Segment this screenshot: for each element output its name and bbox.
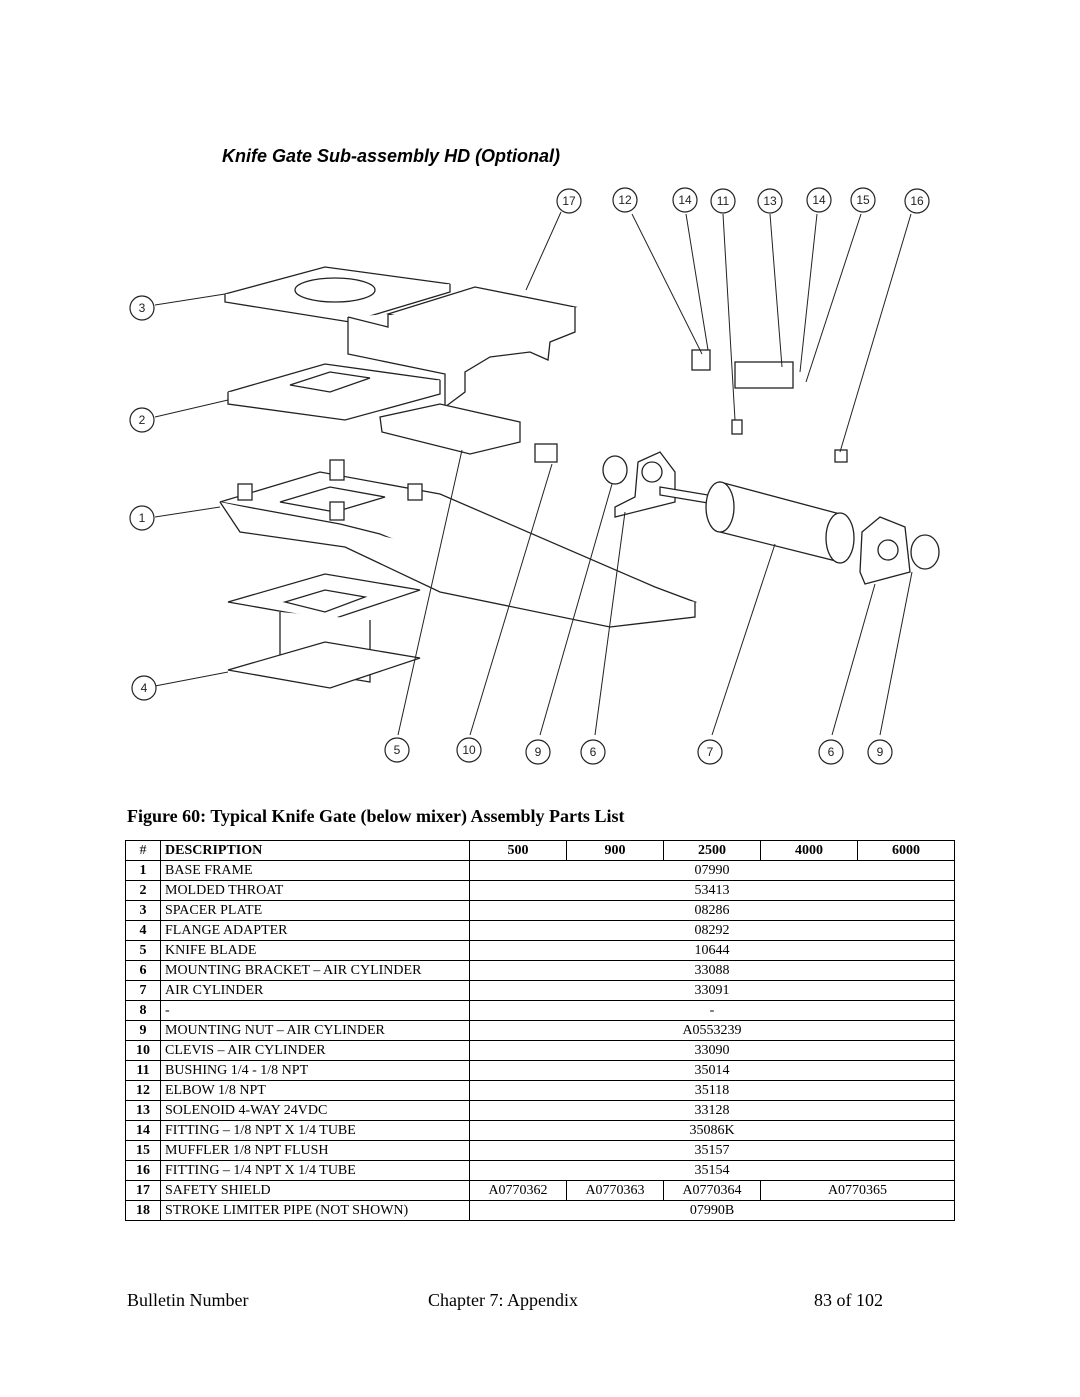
item-description: SAFETY SHIELD (161, 1181, 470, 1201)
part-number: 07990B (470, 1201, 955, 1221)
footer-chapter: Chapter 7: Appendix (428, 1290, 578, 1310)
part-number: 35086K (470, 1121, 955, 1141)
item-number: 9 (126, 1021, 161, 1041)
item-number: 3 (126, 901, 161, 921)
table-row (126, 1041, 955, 1061)
item-description: BUSHING 1/4 - 1/8 NPT (161, 1061, 470, 1081)
part-number: 08292 (470, 921, 955, 941)
part-number: 10644 (470, 941, 955, 961)
table-row (126, 1081, 955, 1101)
part-number: 35154 (470, 1161, 955, 1181)
callout-label: 14 (812, 193, 826, 207)
item-description: KNIFE BLADE (161, 941, 470, 961)
table-row (126, 881, 955, 901)
callout-label: 7 (706, 745, 714, 759)
air-cylinder (720, 482, 840, 562)
callout-label: 15 (856, 193, 870, 207)
table-row (126, 921, 955, 941)
part-number: 35157 (470, 1141, 955, 1161)
part-number: - (470, 1001, 955, 1021)
table-row (126, 1021, 955, 1041)
item-description: ELBOW 1/8 NPT (161, 1081, 470, 1101)
part-number: 08286 (470, 901, 955, 921)
part-number: 33088 (470, 961, 955, 981)
part-number: 53413 (470, 881, 955, 901)
item-number: 2 (126, 881, 161, 901)
drawing-title: Knife Gate Sub-assembly HD (Optional) (222, 146, 561, 166)
col-header-description: DESCRIPTION (161, 841, 470, 861)
part-number: 07990 (470, 861, 955, 881)
table-row (126, 941, 955, 961)
col-header-6000: 6000 (858, 841, 955, 861)
table-row (126, 1101, 955, 1121)
table-row (126, 901, 955, 921)
callout-label: 16 (910, 194, 924, 208)
footer-bulletin-number: Bulletin Number (127, 1290, 249, 1310)
callout-label: 4 (140, 681, 148, 695)
item-description: FITTING – 1/8 NPT X 1/4 TUBE (161, 1121, 470, 1141)
figure-caption: Figure 60: Typical Knife Gate (below mixer) Assembly Parts List (127, 806, 625, 826)
knife-blade (380, 404, 520, 454)
part-number: 33128 (470, 1101, 955, 1121)
item-description: SPACER PLATE (161, 901, 470, 921)
part-number-4000-6000: A0770365 (761, 1181, 955, 1201)
table-row (126, 1001, 955, 1021)
item-number: 13 (126, 1101, 161, 1121)
item-description: MOUNTING NUT – AIR CYLINDER (161, 1021, 470, 1041)
callout-label: 9 (876, 745, 884, 759)
item-description: BASE FRAME (161, 861, 470, 881)
clevis (535, 444, 557, 462)
item-description: SOLENOID 4-WAY 24VDC (161, 1101, 470, 1121)
item-number: 4 (126, 921, 161, 941)
callout-label: 9 (534, 745, 542, 759)
table-row (126, 861, 955, 881)
item-description: STROKE LIMITER PIPE (NOT SHOWN) (161, 1201, 470, 1221)
callout-label: 6 (589, 745, 597, 759)
part-number: 35118 (470, 1081, 955, 1101)
col-header-900: 900 (567, 841, 664, 861)
item-description: MUFFLER 1/8 NPT FLUSH (161, 1141, 470, 1161)
callout-label: 3 (138, 301, 146, 315)
table-row (126, 1121, 955, 1141)
part-number-2500: A0770364 (664, 1181, 761, 1201)
item-number: 10 (126, 1041, 161, 1061)
item-description: CLEVIS – AIR CYLINDER (161, 1041, 470, 1061)
table-row (126, 1161, 955, 1181)
item-number: 15 (126, 1141, 161, 1161)
callout-label: 1 (138, 511, 146, 525)
callout-label: 13 (763, 194, 777, 208)
item-number: 7 (126, 981, 161, 1001)
callout-label: 11 (716, 194, 730, 208)
item-description: - (161, 1001, 470, 1021)
table-row (126, 1201, 955, 1221)
col-header-4000: 4000 (761, 841, 858, 861)
item-description: FITTING – 1/4 NPT X 1/4 TUBE (161, 1161, 470, 1181)
part-number: 33091 (470, 981, 955, 1001)
table-row (126, 1141, 955, 1161)
item-number: 12 (126, 1081, 161, 1101)
callout-label: 12 (618, 193, 632, 207)
table-header-row (126, 841, 955, 861)
part-number-900: A0770363 (567, 1181, 664, 1201)
callout-label: 10 (462, 743, 476, 757)
item-description: MOLDED THROAT (161, 881, 470, 901)
item-number: 6 (126, 961, 161, 981)
item-number: 18 (126, 1201, 161, 1221)
table-row (126, 961, 955, 981)
exploded-assembly-drawing (120, 172, 960, 772)
col-header-500: 500 (470, 841, 567, 861)
callout-bubbles (130, 188, 929, 764)
part-number: 35014 (470, 1061, 955, 1081)
table-row (126, 981, 955, 1001)
table-row (126, 1181, 955, 1201)
item-number: 5 (126, 941, 161, 961)
item-description: AIR CYLINDER (161, 981, 470, 1001)
item-number: 16 (126, 1161, 161, 1181)
item-description: FLANGE ADAPTER (161, 921, 470, 941)
part-number-500: A0770362 (470, 1181, 567, 1201)
item-number: 11 (126, 1061, 161, 1081)
item-number: 8 (126, 1001, 161, 1021)
parts-list-table (125, 840, 955, 1221)
callout-label: 14 (678, 193, 692, 207)
part-number: A0553239 (470, 1021, 955, 1041)
item-number: 14 (126, 1121, 161, 1141)
callout-label: 2 (138, 413, 146, 427)
solenoid (735, 362, 793, 388)
part-number: 33090 (470, 1041, 955, 1061)
footer-page-number: 83 of 102 (814, 1290, 883, 1310)
callout-label: 5 (393, 743, 401, 757)
callout-label: 6 (827, 745, 835, 759)
item-number: 1 (126, 861, 161, 881)
item-description: MOUNTING BRACKET – AIR CYLINDER (161, 961, 470, 981)
callout-label: 17 (562, 194, 576, 208)
col-header-2500: 2500 (664, 841, 761, 861)
col-header-number: # (126, 841, 161, 861)
item-number: 17 (126, 1181, 161, 1201)
table-row (126, 1061, 955, 1081)
